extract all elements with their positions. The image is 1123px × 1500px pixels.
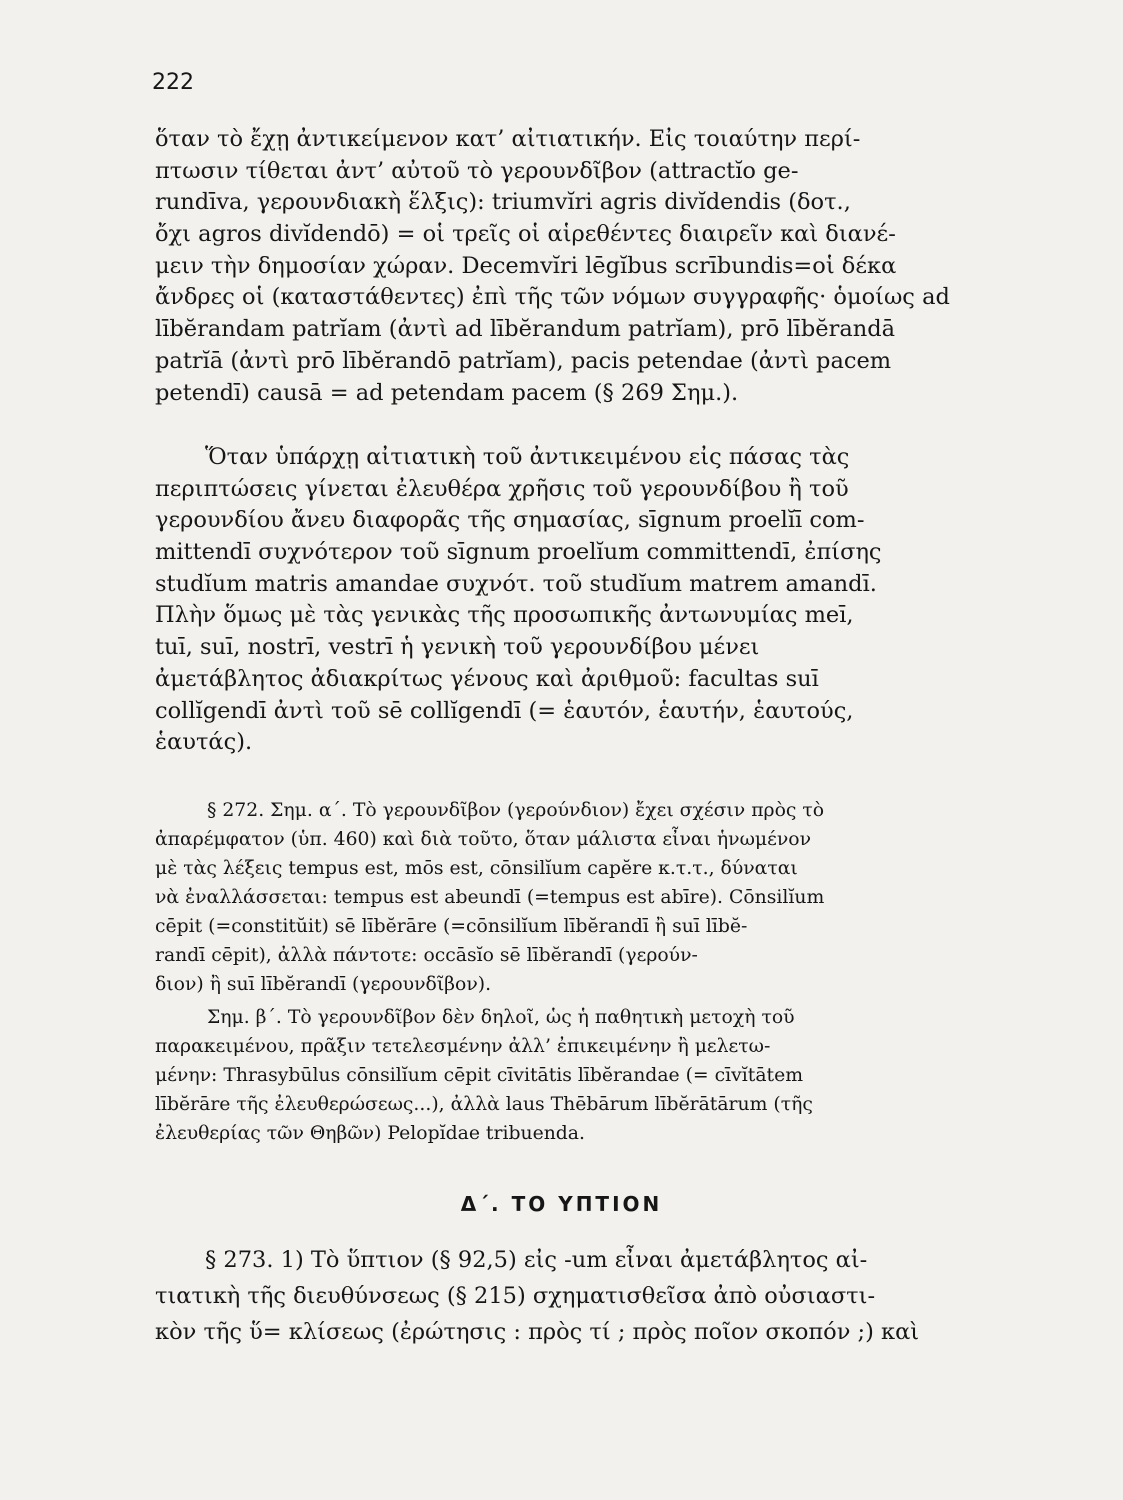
- text-line: § 272. Σημ. α΄. Τὸ γερουνδῖβον (γερούνδιον) ἔχει σχέσιν πρὸς τὸ: [207, 800, 825, 821]
- text-line: ἄνδρες οἱ (καταστάθεντες) ἐπὶ τῆς τῶν νόμων συγγραφῆς· ὁμοίως ad: [155, 284, 950, 311]
- text-line: μειν τὴν δημοσίαν χώραν. Decemvĭri lēgĭbus scrībundis=οἱ δέκα: [155, 252, 897, 279]
- text-line: lībĕrāre τῆς ἐλευθερώσεως...), ἀλλὰ laus Thēbārum lībĕrātārum (τῆς: [155, 1094, 813, 1115]
- text-line: ἑαυτάς).: [155, 729, 253, 756]
- text-line: περιπτώσεις γίνεται ἐλευθέρα χρῆσις τοῦ γερουνδίβου ἢ τοῦ: [155, 475, 849, 502]
- text-line: νὰ ἐναλλάσσεται: tempus est abeundī (=tempus est abīre). Cōnsilĭum: [155, 887, 825, 908]
- paragraph-accusative-object: [155, 442, 1040, 759]
- text-line: rundīva, γερουνδιακὴ ἕλξις): triumvĭri agris divĭdendis (δοτ.,: [155, 189, 851, 216]
- text-line: randī cēpit), ἀλλὰ πάντοτε: occāsĭo sē lībĕrandī (γερούν-: [155, 945, 698, 966]
- text-line: Σημ. β΄. Τὸ γερουνδῖβον δὲν δηλοῖ, ὡς ἡ παθητικὴ μετοχὴ τοῦ: [207, 1007, 795, 1028]
- text-line: ὅταν τὸ ἔχῃ ἀντικείμενον κατ’ αἰτιατικήν. Εἰς τοιαύτην περί-: [155, 126, 861, 152]
- text-line: μὲ τὰς λέξεις tempus est, mōs est, cōnsilĭum capĕre κ.τ.τ., δύναται: [155, 858, 798, 879]
- section-heading: Δ΄. ΤΟ ΥΠΤΙΟΝ: [460, 1192, 663, 1216]
- text-line: κὸν τῆς ὕ= κλίσεως (ἐρώτησις : πρὸς τί ; πρὸς ποῖον σκοπόν ;) καὶ: [155, 1319, 920, 1345]
- text-line: μένην: Thrasybūlus cōnsilĭum cēpit cīvitātis lībĕrandae (= cīvĭtātem: [155, 1065, 803, 1086]
- text-line: πτωσιν τίθεται ἀντ’ αὐτοῦ τὸ γερουνδῖβον (attractĭo ge-: [155, 157, 799, 184]
- text-line: cēpit (=constitŭit) sē lībĕrāre (=cōnsilĭum lībĕrandī ἢ suī lībĕ-: [155, 916, 748, 937]
- page-number: 222: [152, 70, 194, 95]
- text-line: § 273. 1) Τὸ ὕπτιον (§ 92,5) εἰς -um εἶναι ἀμετάβλητος αἰ-: [205, 1247, 868, 1273]
- paragraph-gerundive-attraction: [155, 124, 1040, 409]
- section-273: [155, 1242, 1040, 1350]
- text-line: τιατικὴ τῆς διευθύνσεως (§ 215) σχηματισθεῖσα ἀπὸ οὐσιαστι-: [155, 1283, 876, 1309]
- text-line: petendī) causā = ad petendam pacem (§ 269 Σημ.).: [155, 379, 739, 406]
- text-line: collĭgendī ἀντὶ τοῦ sē collĭgendī (= ἑαυτόν, ἑαυτήν, ἑαυτούς,: [155, 697, 854, 724]
- text-line: mittendī συχνότερον τοῦ sīgnum proelĭum committendī, ἐπίσης: [155, 539, 882, 566]
- text-line: Πλὴν ὅμως μὲ τὰς γενικὰς τῆς προσωπικῆς ἀντωνυμίας meī,: [155, 602, 854, 629]
- note-272-beta: [155, 1003, 1040, 1148]
- text-line: tuī, suī, nostrī, vestrī ἡ γενικὴ τοῦ γερουνδίβου μένει: [155, 634, 760, 661]
- text-line: ἀπαρέμφατον (ὑπ. 460) καὶ διὰ τοῦτο, ὅταν μάλιστα εἶναι ἡνωμένον: [155, 829, 811, 850]
- text-line: Ὅταν ὑπάρχῃ αἰτιατικὴ τοῦ ἀντικειμένου εἰς πάσας τὰς: [205, 444, 850, 470]
- text-line: ἀμετάβλητος ἀδιακρίτως γένους καὶ ἀριθμοῦ: facultas suī: [155, 665, 819, 692]
- note-272-alpha: [155, 796, 1040, 999]
- text-line: γερουνδίου ἄνευ διαφορᾶς τῆς σημασίας, sīgnum proelĭī com-: [155, 507, 865, 534]
- text-line: διον) ἢ suī lībĕrandī (γερουνδῖβον).: [155, 974, 492, 995]
- text-line: patrĭā (ἀντὶ prō lībĕrandō patrĭam), pacis petendae (ἀντὶ pacem: [155, 347, 892, 374]
- text-line: ὄχι agros divĭdendō) = οἱ τρεῖς οἱ αἱρεθέντες διαιρεῖν καὶ διανέ-: [155, 221, 896, 248]
- text-line: παρακειμένου, πρᾶξιν τετελεσμένην ἀλλ’ ἐπικειμένην ἢ μελετω-: [155, 1036, 771, 1057]
- text-line: studĭum matris amandae συχνότ. τοῦ studĭum matrem amandī.: [155, 570, 877, 597]
- text-line: ἐλευθερίας τῶν Θηβῶν) Pelopĭdae tribuenda.: [155, 1123, 585, 1144]
- text-line: lībĕrandam patrĭam (ἀντὶ ad lībĕrandum patrĭam), prō lībĕrandā: [155, 316, 896, 343]
